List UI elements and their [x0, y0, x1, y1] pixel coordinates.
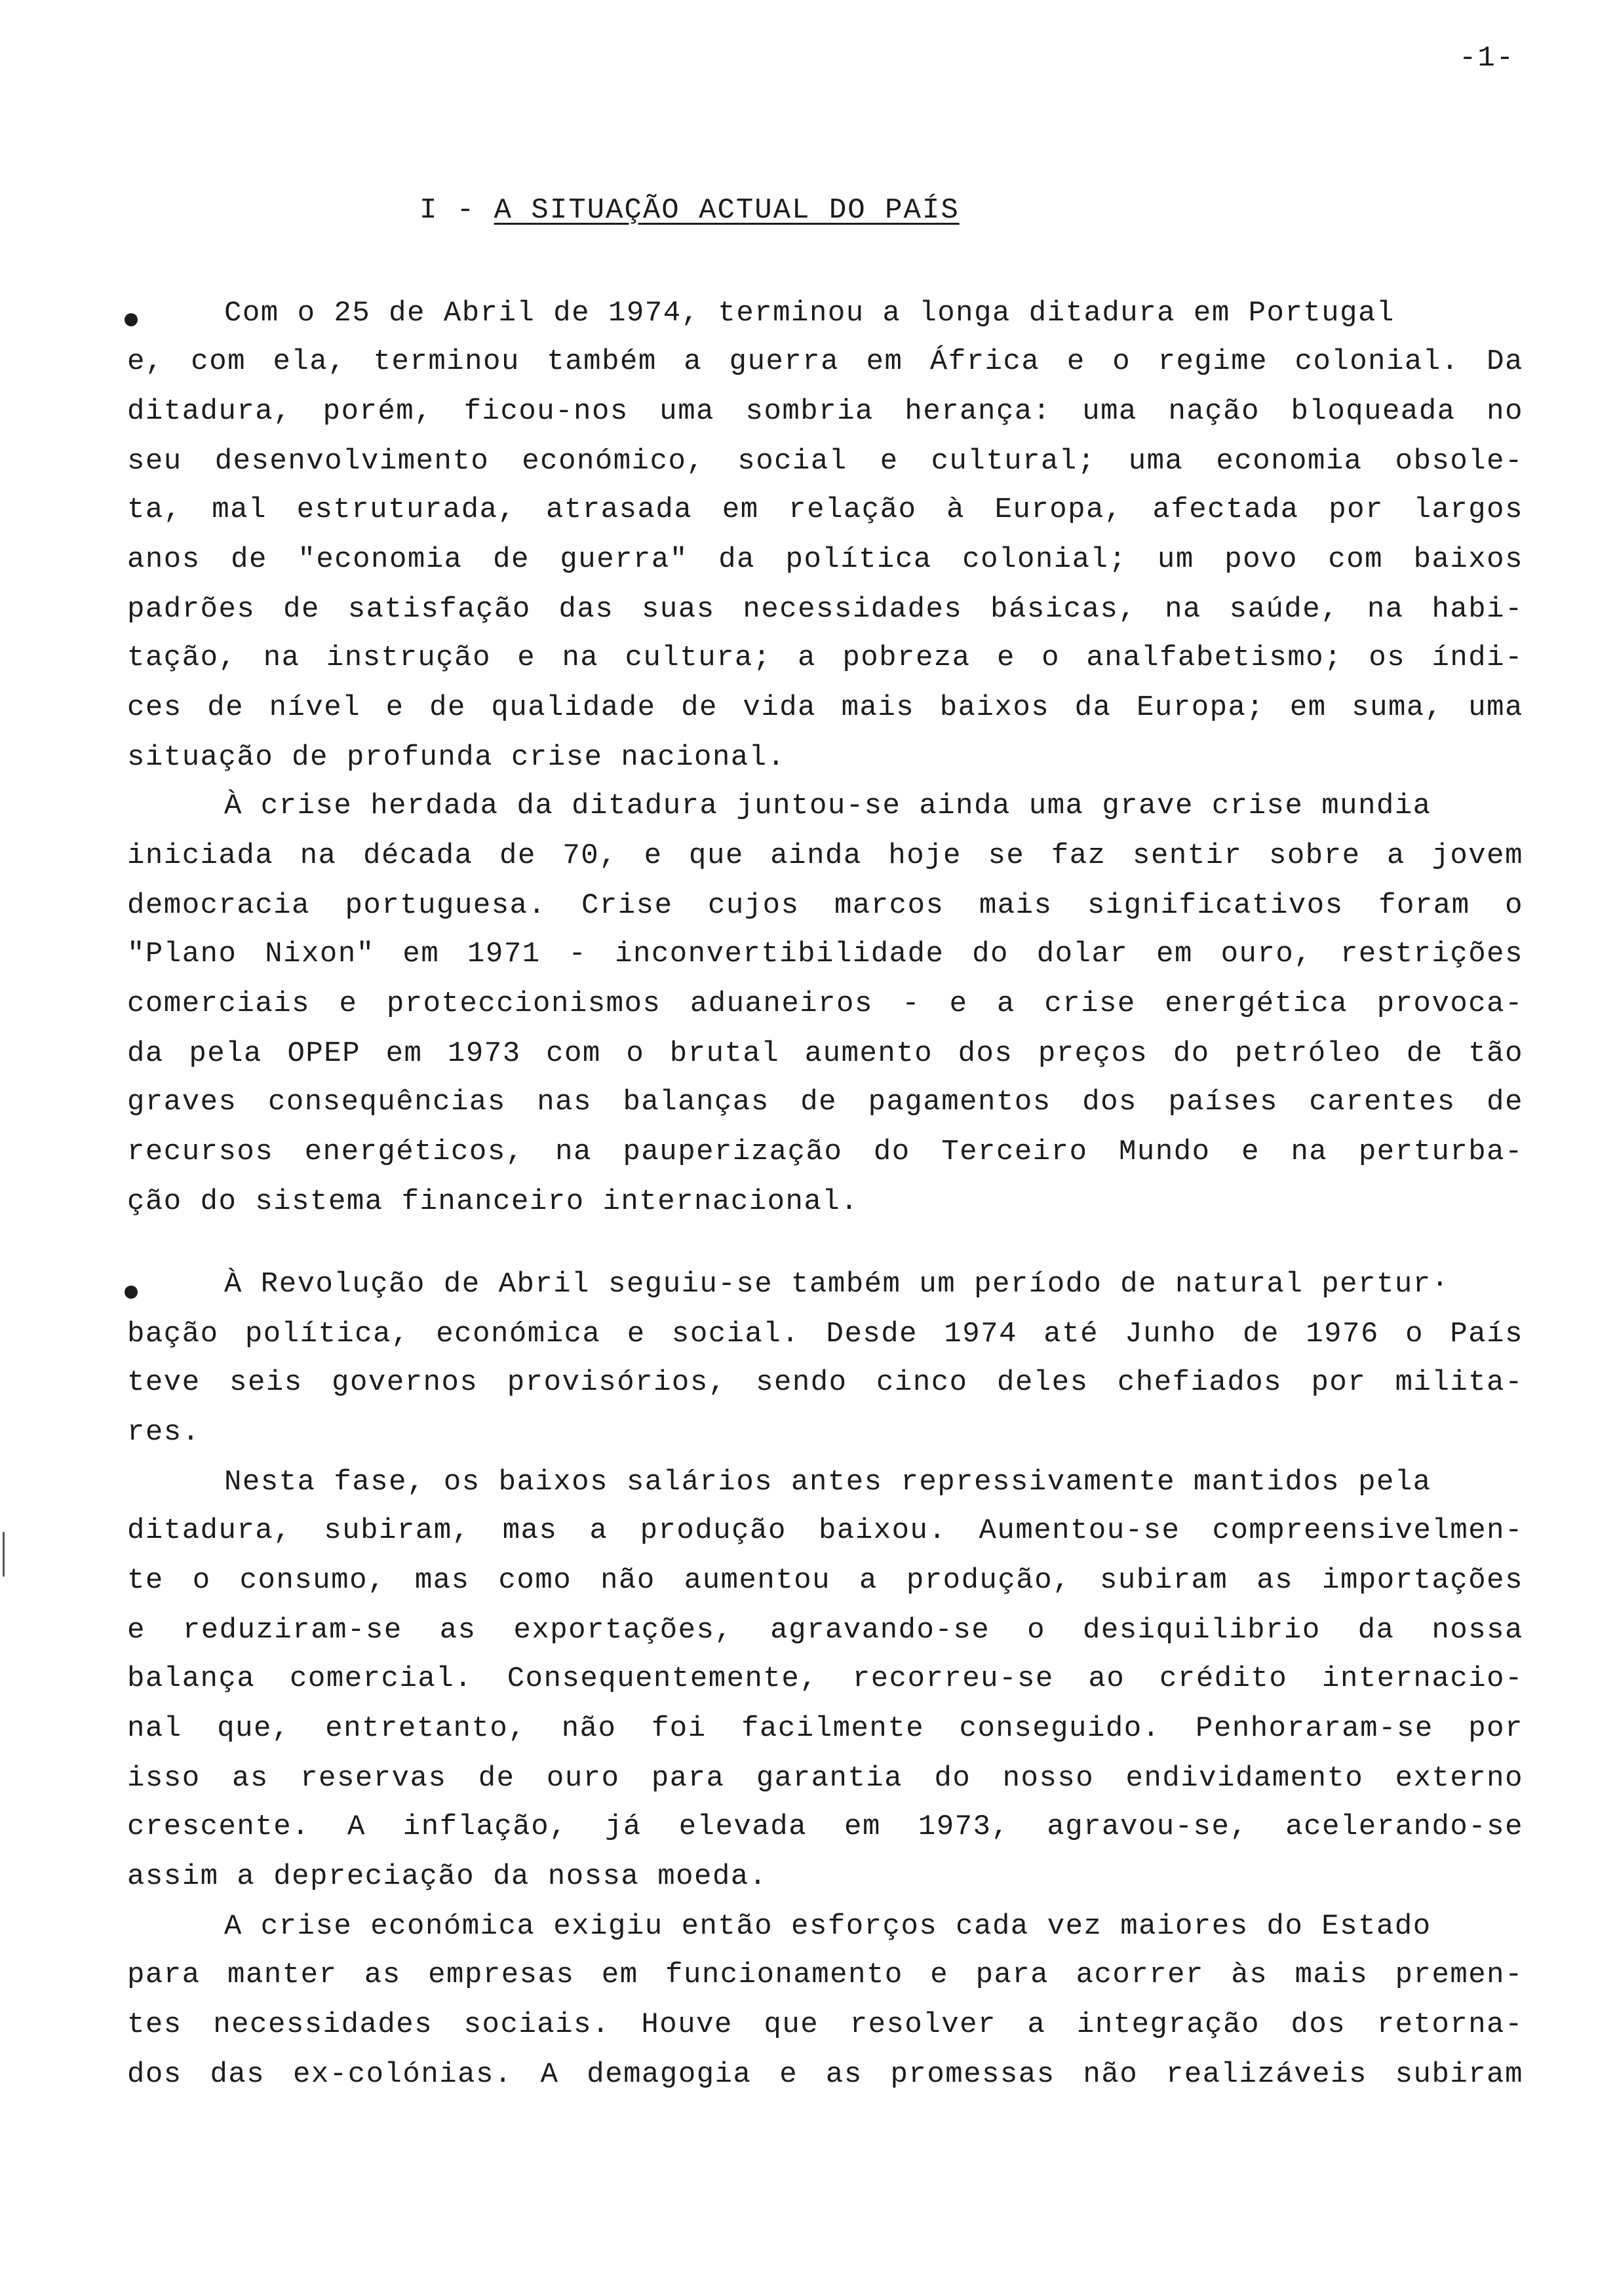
text-line: nal que, entretanto, não foi facilmente conseguido. Penhoraram-se por [127, 1712, 1523, 1745]
text-line: e reduziram-se as exportações, agravando-se o desiquilibrio da nossa [127, 1614, 1523, 1647]
text-line: da pela OPEP em 1973 com o brutal aumento dos preços do petróleo de tão [127, 1037, 1523, 1070]
text-line: ditadura, porém, ficou-nos uma sombria herança: uma nação bloqueada no [127, 395, 1523, 428]
text-line: tes necessidades sociais. Houve que resolver a integração dos retorna- [127, 2008, 1523, 2041]
text-line: para manter as empresas em funcionamento e para acorrer às mais premen- [127, 1959, 1523, 1991]
text-line: padrões de satisfação das suas necessidades básicas, na saúde, na habi- [127, 593, 1523, 626]
text-line: te o consumo, mas como não aumentou a produção, subiram as importações [127, 1564, 1523, 1597]
text-line: "Plano Nixon" em 1971 - inconvertibilidade do dolar em ouro, restrições [127, 938, 1523, 970]
page-number: -1- [1459, 42, 1515, 75]
text-line: e, com ela, terminou também a guerra em África e o regime colonial. Da [127, 345, 1523, 378]
text-line: recursos energéticos, na pauperização do Terceiro Mundo e na perturba- [127, 1136, 1523, 1168]
text-line: teve seis governos provisórios, sendo cinco deles chefiados por milita- [127, 1366, 1523, 1399]
margin-mark [3, 1532, 5, 1577]
section-title-prefix: I - [419, 194, 494, 227]
section-title-text: A SITUAÇÃO ACTUAL DO PAÍS [494, 194, 960, 227]
bullet-icon [125, 1286, 138, 1299]
text-line: democracia portuguesa. Crise cujos marcos mais significativos foram o [127, 889, 1523, 922]
text-line: A crise económica exigiu então esforços cada vez maiores do Estado [224, 1910, 1431, 1943]
section-title [419, 194, 960, 227]
text-line: Nesta fase, os baixos salários antes repressivamente mantidos pela [224, 1466, 1431, 1499]
text-line: crescente. A inflação, já elevada em 1973, agravou-se, acelerando-se [127, 1810, 1523, 1843]
text-line: graves consequências nas balanças de pagamentos dos países carentes de [127, 1086, 1523, 1119]
text-line: À Revolução de Abril seguiu-se também um período de natural pertur· [224, 1268, 1450, 1301]
text-line: comerciais e proteccionismos aduaneiros - e a crise energética provoca- [127, 987, 1523, 1020]
text-line: tação, na instrução e na cultura; a pobreza e o analfabetismo; os índi- [127, 641, 1523, 674]
text-line: isso as reservas de ouro para garantia do nosso endividamento externo [127, 1762, 1523, 1795]
text-line: res. [127, 1416, 201, 1449]
text-line: situação de profunda crise nacional. [127, 741, 786, 774]
text-line: dos das ex-colónias. A demagogia e as promessas não realizáveis subiram [127, 2058, 1523, 2091]
text-line: ces de nível e de qualidade de vida mais baixos da Europa; em suma, uma [127, 691, 1523, 724]
text-line: Com o 25 de Abril de 1974, terminou a longa ditadura em Portugal [224, 297, 1395, 330]
text-line: assim a depreciação da nossa moeda. [127, 1860, 768, 1893]
text-line: iniciada na década de 70, e que ainda hoje se faz sentir sobre a jovem [127, 839, 1523, 872]
text-line: ditadura, subiram, mas a produção baixou. Aumentou-se compreensivelmen- [127, 1514, 1523, 1547]
text-line: anos de "economia de guerra" da política colonial; um povo com baixos [127, 543, 1523, 576]
text-line: ção do sistema financeiro internacional. [127, 1185, 859, 1218]
text-line: ta, mal estruturada, atrasada em relação à Europa, afectada por largos [127, 493, 1523, 526]
text-line: balança comercial. Consequentemente, recorreu-se ao crédito internacio- [127, 1662, 1523, 1695]
text-line: bação política, económica e social. Desde 1974 até Junho de 1976 o País [127, 1318, 1523, 1350]
text-line: seu desenvolvimento económico, social e cultural; uma economia obsole- [127, 445, 1523, 478]
bullet-icon [125, 313, 138, 326]
text-line: À crise herdada da ditadura juntou-se ainda uma grave crise mundia [224, 790, 1431, 822]
